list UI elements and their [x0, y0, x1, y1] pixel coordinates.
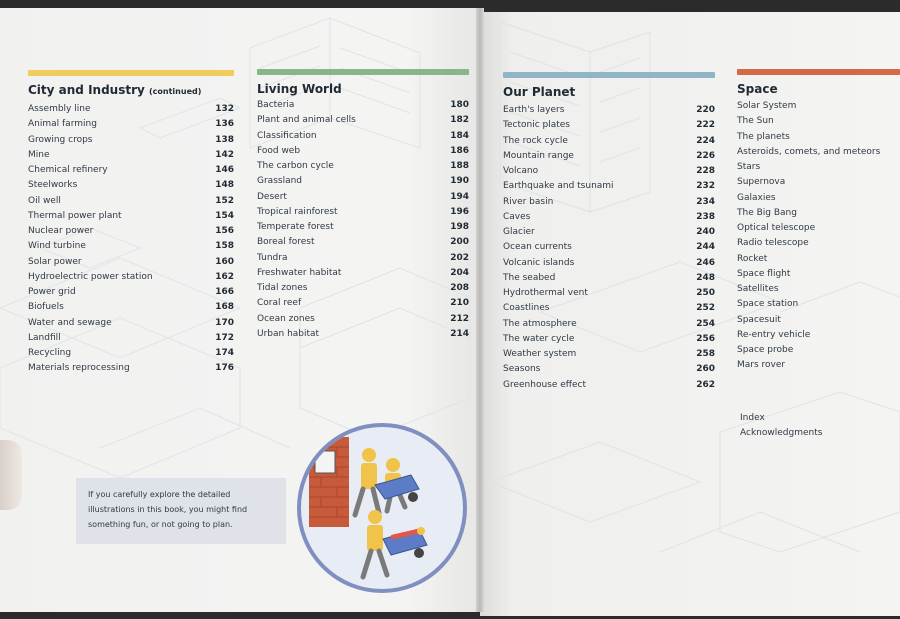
toc-entry-page-number: 238	[696, 211, 715, 222]
toc-list	[257, 100, 469, 344]
toc-entry[interactable]	[257, 283, 469, 298]
toc-entry[interactable]	[257, 100, 469, 115]
toc-entry[interactable]	[28, 241, 234, 256]
toc-entry-page-number: 152	[215, 195, 234, 206]
toc-list	[28, 104, 234, 379]
toc-entry-label: Chemical refinery	[28, 165, 108, 175]
toc-entry-page-number: 208	[450, 283, 469, 293]
toc-entry[interactable]	[28, 318, 234, 333]
section-color-bar	[503, 72, 715, 78]
toc-entry-page-number: 132	[215, 104, 234, 114]
toc-entry-label: Assembly line	[28, 104, 91, 114]
toc-entry-page-number: 260	[696, 364, 715, 375]
toc-entry-label: Temperate forest	[257, 222, 334, 232]
toc-entry[interactable]	[737, 284, 900, 299]
toc-entry-page-number: 240	[696, 227, 715, 237]
toc-entry-label: Earthquake and tsunami	[503, 181, 614, 192]
toc-entry[interactable]	[503, 151, 715, 166]
toc-entry[interactable]	[28, 287, 234, 302]
toc-entry[interactable]	[257, 329, 469, 344]
toc-entry[interactable]	[737, 238, 900, 253]
toc-entry[interactable]	[737, 162, 900, 177]
toc-entry-label: Weather system	[503, 349, 577, 359]
toc-entry-label: Food web	[257, 145, 301, 156]
section-color-bar	[257, 69, 469, 75]
toc-entry-label: Desert	[257, 191, 287, 202]
toc-entry[interactable]	[503, 273, 715, 288]
toc-entry[interactable]	[503, 105, 715, 120]
toc-entry-label: Coral reef	[257, 298, 302, 309]
toc-entry-label: Landfill	[28, 332, 61, 343]
toc-entry-label: Tidal zones	[257, 283, 308, 293]
toc-entry-label: Mountain range	[503, 150, 574, 161]
back-matter-list	[737, 413, 900, 443]
toc-entry-label: Steelworks	[28, 180, 78, 191]
toc-entry[interactable]	[737, 360, 900, 375]
toc-entry-page-number: 146	[215, 165, 234, 175]
toc-entry-label: Volcano	[503, 166, 539, 176]
toc-entry-label: Boreal forest	[257, 237, 315, 248]
toc-entry[interactable]	[503, 258, 715, 273]
toc-entry-page-number: 184	[450, 130, 469, 141]
toc-entry-label: Nuclear power	[28, 226, 94, 236]
toc-entry-page-number: 220	[696, 105, 715, 115]
toc-entry[interactable]	[737, 223, 900, 238]
toc-entry[interactable]	[28, 104, 234, 119]
illustration-circle	[297, 423, 467, 593]
toc-entry[interactable]	[28, 348, 234, 363]
toc-entry-page-number: 154	[215, 210, 234, 221]
toc-entry-page-number: 162	[215, 271, 234, 282]
toc-entry-page-number: 198	[450, 222, 469, 232]
toc-entry-page-number: 244	[696, 242, 715, 253]
toc-entry-page-number: 174	[215, 348, 234, 358]
toc-entry[interactable]	[257, 314, 469, 329]
index-entry[interactable]: Index	[740, 412, 765, 423]
toc-entry-label: Coastlines	[503, 303, 550, 314]
toc-entry[interactable]	[503, 349, 715, 364]
toc-entry[interactable]	[257, 146, 469, 161]
toc-entry[interactable]	[737, 299, 900, 314]
toc-entry[interactable]	[257, 222, 469, 237]
toc-entry-page-number: 246	[696, 257, 715, 268]
toc-entry[interactable]	[28, 150, 234, 165]
toc-entry-page-number: 136	[215, 119, 234, 130]
toc-entry[interactable]	[503, 334, 715, 349]
toc-entry-page-number: 250	[696, 288, 715, 298]
toc-entry[interactable]	[28, 180, 234, 195]
section-title: Living World	[257, 82, 342, 96]
toc-entry-label: Seasons	[503, 364, 541, 375]
toc-entry-page-number: 228	[696, 166, 715, 176]
toc-entry-page-number: 256	[696, 333, 715, 344]
toc-entry-label: Space flight	[737, 268, 791, 279]
toc-entry-label: River basin	[503, 196, 554, 207]
toc-entry-page-number: 234	[696, 196, 715, 207]
section-space	[737, 69, 900, 443]
toc-entry-label: Thermal power plant	[28, 210, 122, 221]
toc-entry-label: Glacier	[503, 227, 535, 237]
toc-entry-label: Bacteria	[257, 100, 295, 110]
toc-entry-label: Tectonic plates	[503, 120, 570, 131]
toc-entry-page-number: 168	[215, 302, 234, 313]
toc-entry[interactable]	[28, 302, 234, 317]
toc-entry-label: The atmosphere	[503, 318, 577, 329]
toc-entry-label: Rocket	[737, 253, 768, 264]
explore-note-text: If you carefully explore the detailed illustrations in this book, you might find something fun, or not going to plan.	[88, 490, 248, 529]
toc-entry[interactable]	[737, 147, 900, 162]
toc-entry[interactable]	[503, 136, 715, 151]
toc-entry-page-number: 210	[450, 298, 469, 309]
toc-entry-label: Ocean zones	[257, 313, 315, 324]
toc-entry-page-number: 172	[215, 332, 234, 343]
toc-entry-page-number: 204	[450, 267, 469, 278]
toc-entry[interactable]	[503, 303, 715, 318]
section-living-world	[257, 69, 469, 344]
section-color-bar	[28, 70, 234, 76]
toc-entry-page-number: 176	[215, 363, 234, 374]
toc-entry[interactable]	[503, 364, 715, 379]
toc-entry[interactable]	[28, 135, 234, 150]
toc-entry-label: Recycling	[28, 348, 72, 358]
toc-entry[interactable]	[503, 166, 715, 181]
toc-entry-label: Mine	[28, 149, 50, 160]
toc-entry-label: Spacesuit	[737, 314, 781, 325]
toc-entry-page-number: 180	[450, 100, 469, 110]
section-title: Our Planet	[503, 85, 576, 99]
toc-entry[interactable]	[257, 237, 469, 252]
explore-note-box	[76, 478, 286, 544]
toc-entry-label: Mars rover	[737, 360, 786, 371]
toc-entry-label: Radio telescope	[737, 238, 809, 249]
toc-entry-label: The Sun	[737, 116, 774, 127]
toc-entry-label: Re-entry vehicle	[737, 329, 811, 340]
toc-entry[interactable]	[28, 363, 234, 378]
workers-with-wheelbarrows-icon	[301, 427, 463, 589]
toc-entry[interactable]	[503, 212, 715, 227]
toc-entry-page-number: 248	[696, 272, 715, 283]
toc-entry-page-number: 202	[450, 252, 469, 263]
toc-entry-label: Animal farming	[28, 119, 97, 130]
toc-entry[interactable]	[28, 119, 234, 134]
toc-entry-label: Urban habitat	[257, 328, 320, 339]
toc-entry-label: Supernova	[737, 177, 786, 188]
toc-entry-label: The planets	[737, 131, 790, 142]
toc-entry-label: Earth's layers	[503, 105, 565, 115]
section-title: City and Industry (continued)	[28, 83, 202, 97]
toc-entry[interactable]	[28, 272, 234, 287]
toc-entry[interactable]	[737, 132, 900, 147]
toc-entry[interactable]	[257, 268, 469, 283]
toc-entry[interactable]	[737, 254, 900, 269]
toc-entry[interactable]	[257, 253, 469, 268]
toc-entry[interactable]	[503, 242, 715, 257]
toc-entry-label: Asteroids, comets, and meteors	[737, 146, 881, 157]
toc-entry[interactable]	[503, 288, 715, 303]
toc-entry-page-number: 138	[215, 134, 234, 145]
toc-entry-label: Optical telescope	[737, 223, 816, 233]
toc-entry[interactable]	[503, 120, 715, 135]
toc-entry-page-number: 222	[696, 120, 715, 131]
toc-entry-label: Grassland	[257, 176, 302, 187]
toc-entry-page-number: 232	[696, 181, 715, 192]
toc-entry-label: Power grid	[28, 287, 76, 297]
toc-entry-label: The carbon cycle	[257, 161, 334, 171]
toc-entry-page-number: 262	[696, 379, 715, 390]
toc-entry-label: Stars	[737, 162, 761, 172]
toc-entry-label: Space station	[737, 299, 799, 310]
toc-entry-label: Freshwater habitat	[257, 267, 342, 278]
section-title: Space	[737, 82, 778, 96]
section-city-and-industry	[28, 70, 234, 379]
toc-entry-label: Materials reprocessing	[28, 363, 130, 374]
toc-entry[interactable]	[737, 193, 900, 208]
book-gutter	[476, 8, 484, 612]
toc-entry-label: Tropical rainforest	[257, 206, 338, 217]
toc-entry-label: Greenhouse effect	[503, 379, 587, 390]
toc-entry[interactable]	[28, 211, 234, 226]
toc-entry[interactable]	[257, 161, 469, 176]
toc-entry-page-number: 212	[450, 313, 469, 324]
toc-list	[503, 105, 715, 395]
toc-entry[interactable]	[737, 269, 900, 284]
toc-entry[interactable]	[28, 333, 234, 348]
toc-entry-page-number: 252	[696, 303, 715, 314]
acknowledgments-entry[interactable]: Acknowledgments	[740, 427, 823, 438]
toc-entry[interactable]	[257, 207, 469, 222]
toc-entry-page-number: 226	[696, 150, 715, 161]
toc-entry-label: Volcanic islands	[503, 257, 575, 268]
section-our-planet	[503, 72, 715, 395]
toc-entry[interactable]	[503, 380, 715, 395]
toc-entry-label: Water and sewage	[28, 317, 112, 328]
toc-entry-page-number: 148	[215, 180, 234, 191]
toc-entry-label: Hydrothermal vent	[503, 288, 588, 298]
toc-entry-label: Solar System	[737, 101, 797, 111]
toc-entry-page-number: 188	[450, 161, 469, 171]
toc-entry-label: Biofuels	[28, 302, 64, 313]
toc-entry-page-number: 170	[215, 317, 234, 328]
toc-entry-label: Caves	[503, 211, 531, 222]
toc-entry[interactable]	[503, 319, 715, 334]
toc-entry[interactable]	[257, 131, 469, 146]
toc-entry[interactable]	[503, 227, 715, 242]
toc-entry[interactable]	[28, 257, 234, 272]
toc-entry-page-number: 258	[696, 349, 715, 359]
toc-entry[interactable]	[28, 165, 234, 180]
toc-entry[interactable]	[257, 192, 469, 207]
toc-entry-label: Satellites	[737, 284, 779, 294]
toc-entry[interactable]	[737, 330, 900, 345]
toc-entry-page-number: 160	[215, 256, 234, 267]
toc-entry-label: The seabed	[503, 272, 556, 283]
toc-entry[interactable]	[737, 116, 900, 131]
toc-entry[interactable]	[503, 181, 715, 196]
toc-entry[interactable]	[28, 226, 234, 241]
toc-entry-page-number: 190	[450, 176, 469, 187]
toc-entry[interactable]	[737, 315, 900, 330]
toc-entry[interactable]	[257, 176, 469, 191]
toc-entry-label: Galaxies	[737, 192, 776, 203]
thumb	[0, 440, 22, 510]
toc-entry-label: Wind turbine	[28, 241, 86, 252]
toc-entry-page-number: 224	[696, 135, 715, 146]
toc-entry-page-number: 166	[215, 287, 234, 297]
toc-entry-label: Plant and animal cells	[257, 115, 356, 126]
toc-entry-label: Oil well	[28, 195, 61, 206]
toc-entry-label: Space probe	[737, 345, 794, 355]
toc-entry-page-number: 182	[450, 115, 469, 126]
toc-entry-label: The water cycle	[503, 333, 575, 344]
toc-entry[interactable]	[28, 196, 234, 211]
toc-entry-label: Hydroelectric power station	[28, 271, 153, 282]
toc-entry-page-number: 196	[450, 206, 469, 217]
toc-entry-page-number: 194	[450, 191, 469, 202]
toc-entry-page-number: 254	[696, 318, 715, 329]
toc-entry[interactable]	[737, 101, 900, 116]
toc-entry-label: Tundra	[257, 252, 288, 263]
toc-entry-label: Classification	[257, 130, 317, 141]
toc-entry[interactable]	[257, 115, 469, 130]
toc-entry[interactable]	[737, 345, 900, 360]
toc-entry-label: Growing crops	[28, 134, 93, 145]
toc-entry-label: Ocean currents	[503, 242, 572, 253]
toc-entry[interactable]	[257, 298, 469, 313]
toc-entry-page-number: 142	[215, 149, 234, 160]
toc-entry-label: The Big Bang	[737, 207, 797, 218]
toc-entry-page-number: 158	[215, 241, 234, 252]
toc-entry-page-number: 214	[450, 328, 469, 339]
section-color-bar	[737, 69, 900, 75]
toc-entry[interactable]	[737, 177, 900, 192]
toc-entry-page-number: 186	[450, 145, 469, 156]
toc-entry-page-number: 156	[215, 226, 234, 236]
toc-entry[interactable]	[503, 197, 715, 212]
toc-entry-page-number: 200	[450, 237, 469, 248]
toc-entry-label: The rock cycle	[503, 135, 568, 146]
toc-list	[737, 101, 900, 376]
toc-entry-label: Solar power	[28, 256, 82, 267]
toc-entry[interactable]	[737, 208, 900, 223]
